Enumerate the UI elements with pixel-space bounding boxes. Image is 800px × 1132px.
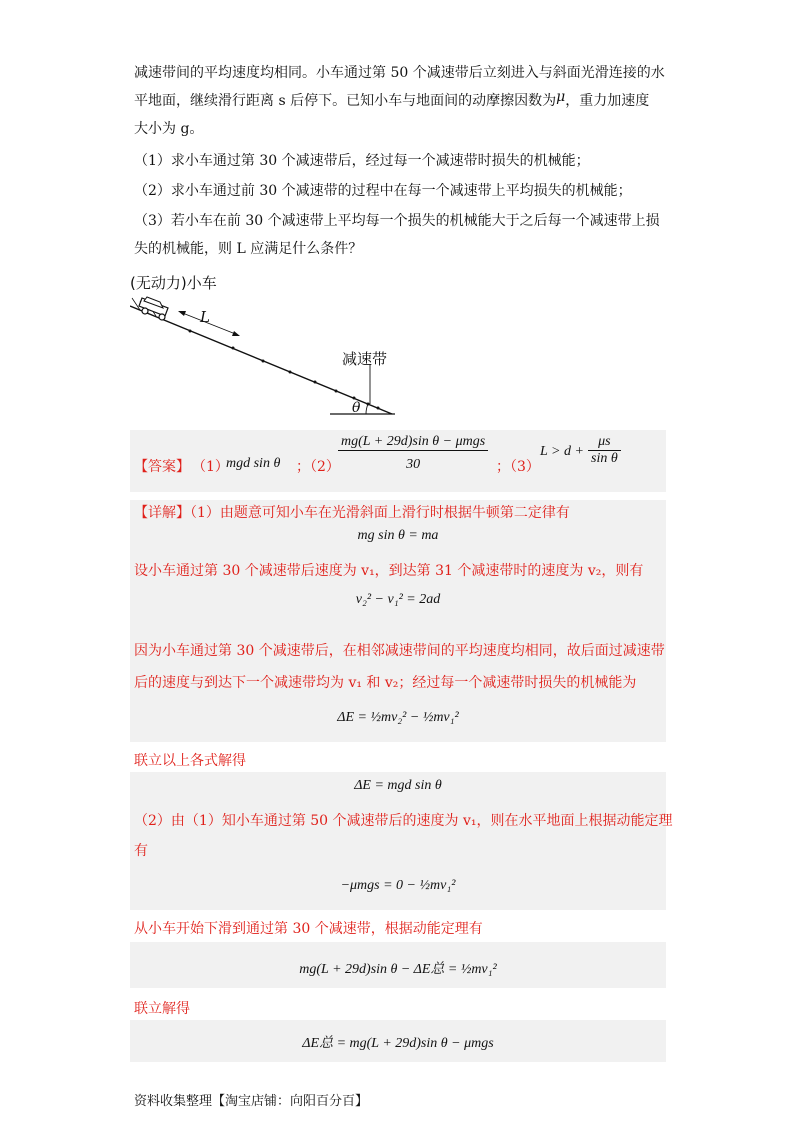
- answer-3-lhs: L > d +: [540, 444, 584, 459]
- length-label: L: [200, 308, 210, 326]
- incline-figure: [130, 268, 430, 428]
- problem-line-2: 平地面，继续滑行距离 s 后停下。已知小车与地面间的动摩擦因数为μ，重力加速度: [134, 89, 650, 109]
- answer-tag: 【答案】: [134, 459, 190, 475]
- solution-step-6: 从小车开始下滑到通过第 30 个减速带，根据动能定理有: [134, 921, 483, 937]
- equation-7: ΔE总 = mg(L + 29d)sin θ − μmgs: [302, 1036, 494, 1051]
- answer-1: mgd sin θ: [226, 456, 281, 471]
- solution-step-2: 设小车通过第 30 个减速带后速度为 v₁，到达第 31 个减速带时的速度为 v₂，则有: [134, 563, 644, 579]
- equation-3: ΔE = ½mv₂² − ½mv₁²: [337, 710, 459, 725]
- question-3-line-2: 失的机械能，则 L 应满足什么条件？: [134, 241, 363, 257]
- answer-sep-2: ；（3）: [496, 459, 540, 475]
- mu-symbol: μ: [556, 89, 566, 105]
- solution-step-5-line-2: 有: [134, 843, 148, 859]
- answer-3-fraction: $\frac{\mu s}{\text{sin θ}}$: [588, 434, 621, 467]
- solution-tag: 【详解】: [134, 505, 190, 521]
- equation-5: −μmgs = 0 − ½mv₁²: [340, 878, 456, 893]
- answer-2-numerator: mg(L + 29d)sin θ − μmgs: [338, 434, 488, 451]
- problem-line-3: 大小为 g。: [134, 121, 204, 137]
- equation-1: mg sin θ = ma: [357, 528, 439, 543]
- equation-4: ΔE = mgd sin θ: [354, 778, 442, 793]
- angle-label: θ: [352, 400, 361, 416]
- solution-step-1: 【详解】（1）由题意可知小车在光滑斜面上滑行时根据牛顿第二定律有: [134, 505, 570, 521]
- solution-step-7: 联立解得: [134, 1001, 190, 1017]
- solution-step-3-line-2: 后的速度与到达下一个减速带均为 v₁ 和 v₂；经过每一个减速带时损失的机械能为: [134, 675, 637, 691]
- car-icon: [139, 297, 168, 320]
- bump-label: 减速带: [342, 350, 388, 368]
- question-1: （1）求小车通过第 30 个减速带后，经过每一个减速带时损失的机械能；: [134, 153, 590, 169]
- question-2: （2）求小车通过前 30 个减速带的过程中在每一个减速带上平均损失的机械能；: [134, 183, 632, 199]
- problem-line-1: 减速带间的平均速度均相同。小车通过第 50 个减速带后立刻进入与斜面光滑连接的水: [134, 65, 665, 81]
- page-footer: 资料收集整理【淘宝店铺：向阳百分百】: [134, 1094, 369, 1109]
- answer-part-1-label: （1）: [192, 459, 229, 475]
- answer-2-denominator: 30: [406, 457, 421, 472]
- equation-2: v₂² − v₁² = 2ad: [355, 592, 441, 607]
- equation-6: mg(L + 29d)sin θ − ΔE总 = ½mv₁²: [299, 962, 497, 977]
- solution-step-5-line-1: （2）由（1）知小车通过第 50 个减速带后的速度为 v₁，则在水平地面上根据动能定理: [134, 813, 673, 829]
- question-3-line-1: （3）若小车在前 30 个减速带上平均每一个损失的机械能大于之后每一个减速带上损: [134, 213, 660, 229]
- solution-step-3-line-1: 因为小车通过第 30 个减速带后，在相邻减速带间的平均速度均相同，故后面过减速带: [134, 643, 665, 659]
- car-label: (无动力)小车: [130, 274, 217, 292]
- answer-line: [134, 434, 664, 488]
- solution-step-4: 联立以上各式解得: [134, 753, 246, 769]
- answer-sep-1: ；（2）: [296, 459, 340, 475]
- answer-2-fraction: [338, 434, 488, 473]
